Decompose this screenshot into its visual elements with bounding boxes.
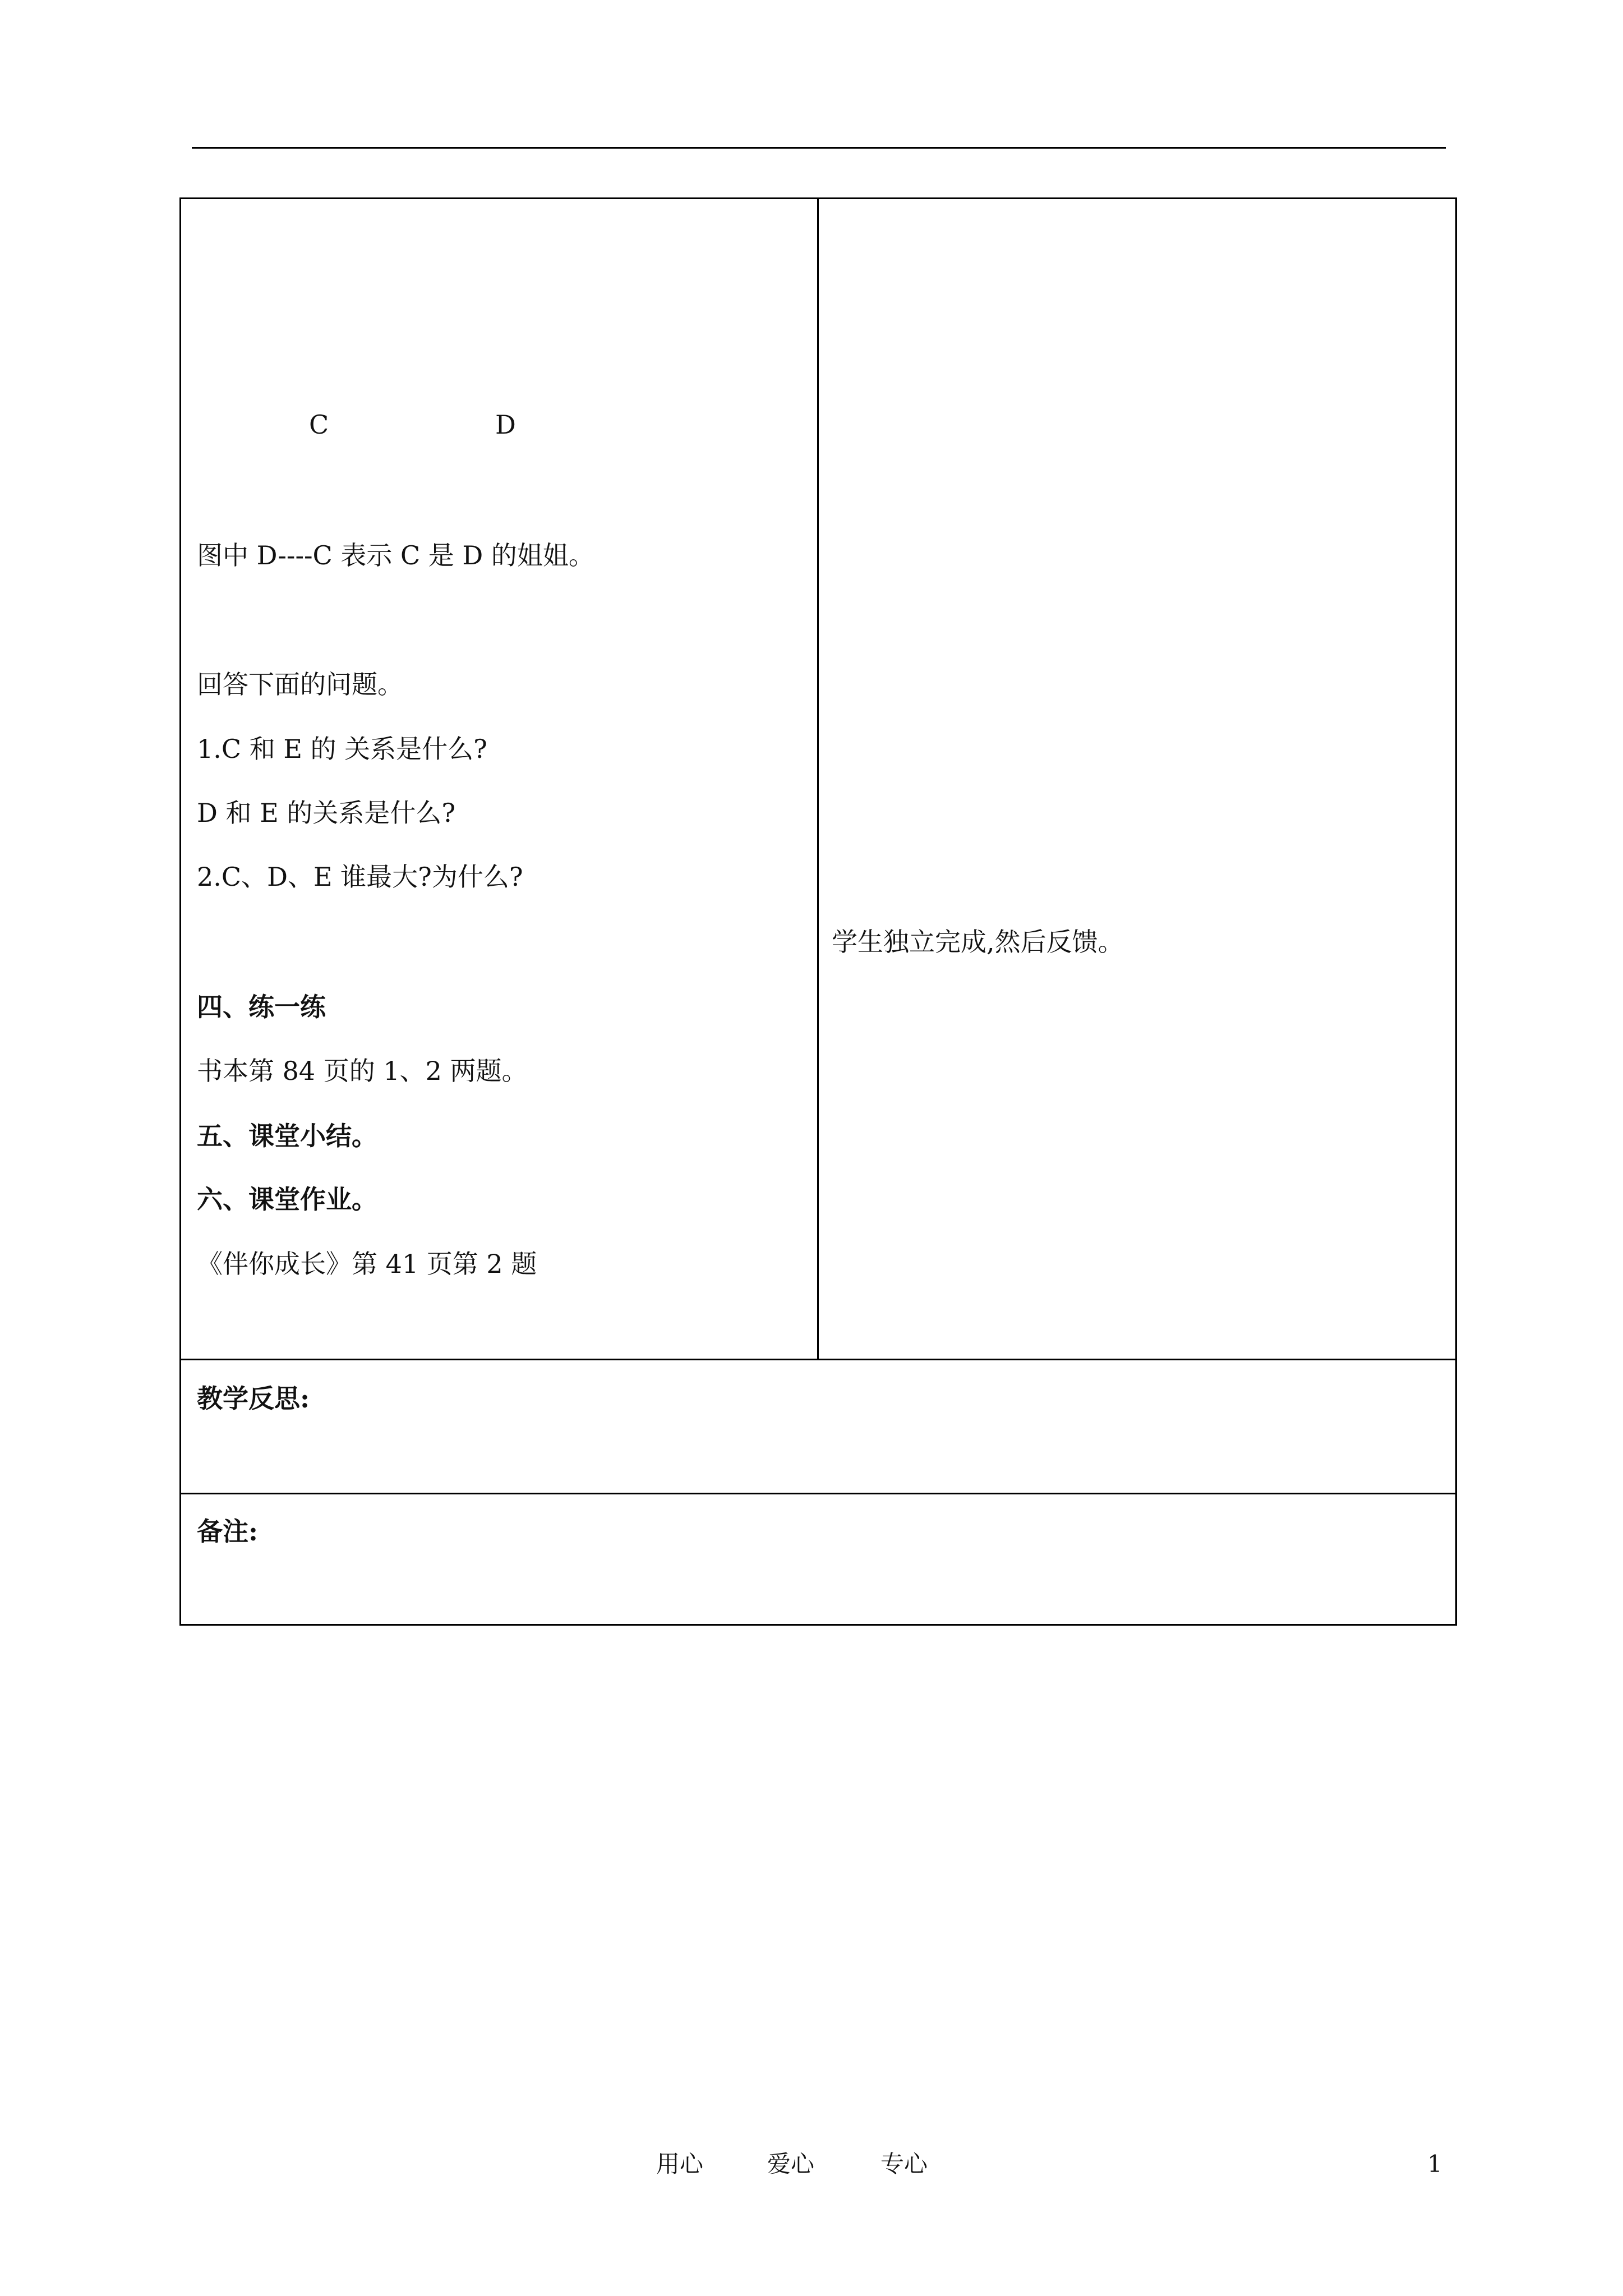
footer-word-2: 爱心: [767, 2150, 815, 2178]
footer-word-1: 用心: [656, 2150, 704, 2178]
remarks-label: 备注:: [197, 1516, 258, 1547]
lesson-table: [179, 197, 1457, 1626]
section-6-title: 六、课堂作业。: [197, 1184, 377, 1214]
question-1a: 1.C 和 E 的 关系是什么?: [197, 734, 487, 764]
diagram-label-d: D: [495, 409, 516, 440]
header-rule: [192, 147, 1446, 149]
diagram-label-c: C: [309, 409, 329, 440]
section-4-body: 书本第 84 页的 1、2 两题。: [197, 1056, 528, 1086]
diagram-caption: 图中 D----C 表示 C 是 D 的姐姐。: [197, 540, 594, 570]
row-divider-remarks: [181, 1493, 1455, 1494]
student-activity-note: 学生独立完成,然后反馈。: [832, 927, 1124, 957]
question-1b: D 和 E 的关系是什么?: [197, 798, 455, 828]
reflection-label: 教学反思:: [197, 1383, 310, 1414]
instruction-text: 回答下面的问题。: [197, 669, 403, 700]
row-divider-reflection: [181, 1359, 1455, 1360]
column-divider: [817, 199, 819, 1359]
page-number: 1: [1427, 2150, 1442, 2178]
footer-word-3: 专心: [880, 2150, 928, 2178]
section-4-title: 四、练一练: [197, 992, 326, 1022]
section-5-title: 五、课堂小结。: [197, 1121, 377, 1151]
section-6-body: 《伴你成长》第 41 页第 2 题: [197, 1249, 537, 1279]
question-2: 2.C、D、E 谁最大?为什么?: [197, 862, 523, 892]
